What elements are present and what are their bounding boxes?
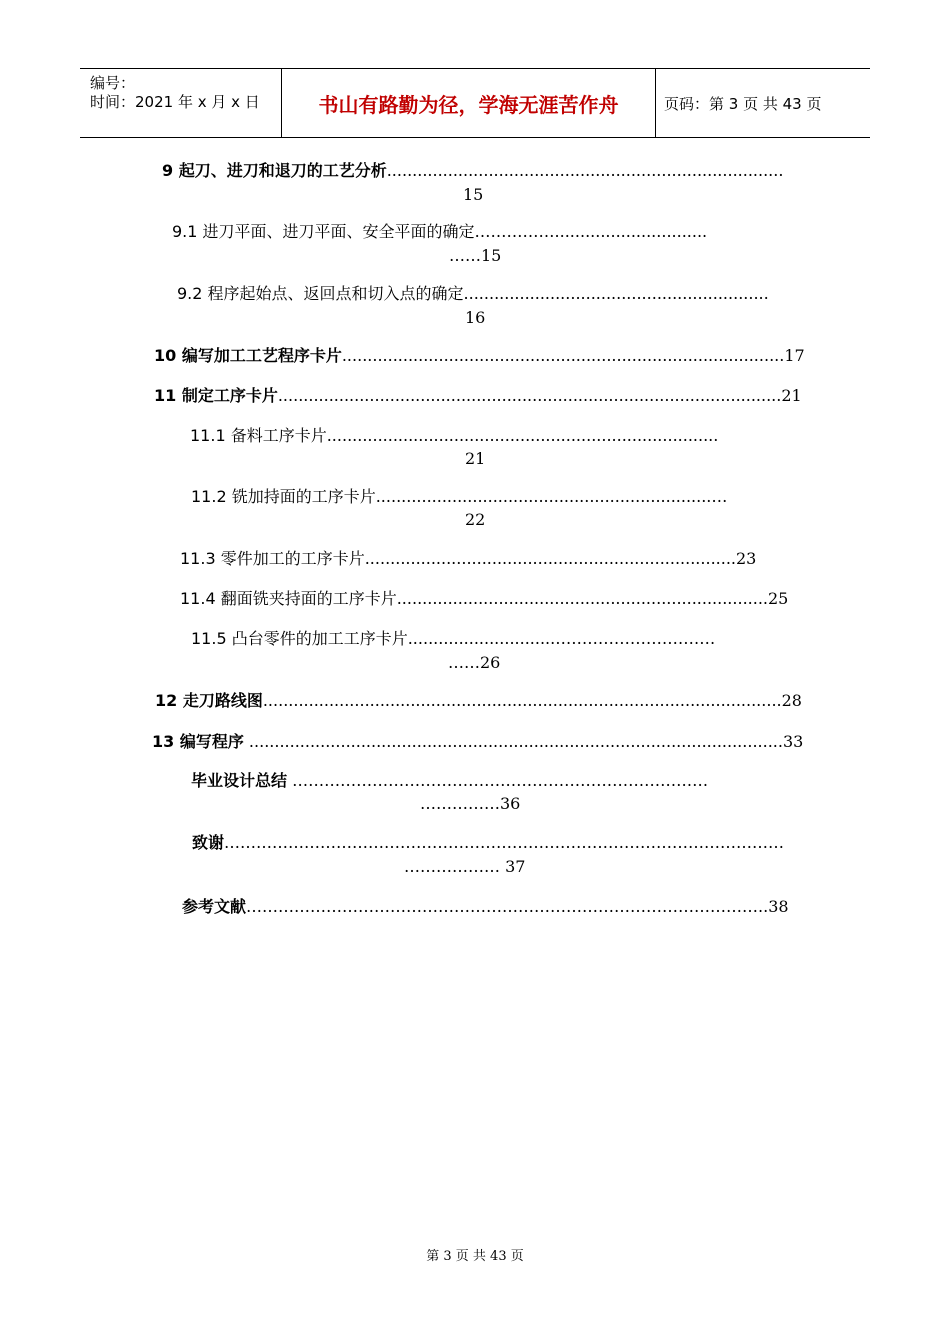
- toc-page: 21: [465, 449, 486, 468]
- toc-entry-9-2-cont: [465, 307, 485, 329]
- toc-entry-thanks-cont: [404, 856, 525, 878]
- toc-entry-9-1-cont: [449, 245, 501, 267]
- toc-page: 22: [465, 510, 486, 529]
- toc-entry-11-1[interactable]: [190, 425, 718, 447]
- toc-entry-summary-cont: [420, 793, 520, 815]
- toc-entry-11-2-cont: [465, 509, 485, 531]
- toc-entry-11-1-cont: [465, 448, 485, 470]
- toc-leader: .........................................................................................................: [243, 732, 783, 751]
- toc-entry-thanks[interactable]: [192, 832, 784, 854]
- toc-label: 毕业设计总结: [191, 771, 288, 790]
- toc-label: 13 编写程序: [152, 732, 244, 751]
- toc-leader: .............................................................................: [326, 426, 719, 445]
- toc-leader: ..................................................................…: [375, 487, 728, 506]
- toc-leader: ……………..............................: [474, 222, 708, 241]
- page-info-text: 页码：第 3 页 共 43 页: [664, 94, 822, 113]
- toc-label: 9.1 进刀平面、进刀平面、安全平面的确定: [172, 222, 475, 241]
- toc-leader: ............................................................: [463, 284, 769, 303]
- toc-entry-11-4[interactable]: [180, 588, 788, 610]
- toc-leader: ...................................................................................................: [277, 386, 782, 405]
- toc-label: 11.4 翻面铣夹持面的工序卡片: [180, 589, 397, 608]
- toc-page: 38: [768, 897, 789, 916]
- toc-entry-11-3[interactable]: [180, 548, 756, 570]
- page-footer: 第 3 页 共 43 页: [426, 1249, 524, 1264]
- toc-leader: ......................................................................................................: [262, 691, 782, 710]
- header-page-info: [656, 69, 870, 137]
- toc-entry-summary[interactable]: [191, 770, 708, 792]
- toc-label: 11.2 铣加持面的工序卡片: [191, 487, 376, 506]
- toc-entry-9[interactable]: [162, 160, 783, 182]
- toc-entry-11-5-cont: [448, 652, 500, 674]
- toc-label: 9.2 程序起始点、返回点和切入点的确定: [177, 284, 464, 303]
- toc-leader: ..............................................................................: [386, 161, 784, 180]
- toc-leader: .......................................................................................: [341, 346, 785, 365]
- toc-page: ……26: [448, 653, 501, 672]
- toc-entry-9-1[interactable]: [172, 221, 707, 243]
- toc-page: 21: [781, 386, 802, 405]
- toc-label: 10 编写加工工艺程序卡片: [154, 346, 342, 365]
- time-label: 时间：2021 年 x 月 x 日: [90, 93, 260, 111]
- toc-label: 11.1 备料工序卡片: [190, 426, 327, 445]
- toc-label: 11 制定工序卡片: [154, 386, 278, 405]
- toc-page: 33: [782, 732, 804, 751]
- toc-leader: .........................................................................: [396, 589, 768, 608]
- header-motto: 书山有路勤为径，学海无涯苦作舟: [282, 69, 656, 137]
- toc-page: 23: [736, 549, 757, 568]
- toc-label: 11.5 凸台零件的加工工序卡片: [191, 629, 408, 648]
- toc-page: 16: [465, 308, 486, 327]
- page-header: [80, 68, 870, 138]
- toc-leader: ……………………………………………………………………………………………: [224, 833, 785, 852]
- toc-label: 参考文献: [182, 897, 247, 916]
- toc-entry-9-cont: [463, 184, 483, 206]
- toc-page: ……………… 37: [404, 857, 526, 876]
- toc-leader: .............................…………………………: [407, 629, 716, 648]
- toc-page: 17: [784, 346, 805, 365]
- toc-label: 12 走刀路线图: [155, 691, 263, 710]
- toc-entry-10[interactable]: [154, 345, 805, 367]
- toc-page: ……………36: [420, 794, 521, 813]
- toc-label: 9 起刀、进刀和退刀的工艺分析: [162, 161, 387, 180]
- toc-label: 致谢: [192, 833, 225, 852]
- toc-leader: ……………………………………………………………………: [287, 771, 709, 790]
- toc-entry-11-5[interactable]: [191, 628, 715, 650]
- toc-entry-11[interactable]: [154, 385, 802, 407]
- toc-leader: ……………………………………………………………………………………..: [246, 897, 769, 916]
- toc-label: 11.3 零件加工的工序卡片: [180, 549, 365, 568]
- toc-leader: .........................................................................: [364, 549, 736, 568]
- toc-entry-9-2[interactable]: [177, 283, 769, 305]
- toc-entry-references[interactable]: [182, 896, 789, 918]
- toc-page: ……15: [449, 246, 502, 265]
- toc-entry-12[interactable]: [155, 690, 802, 712]
- toc-page: 25: [768, 589, 789, 608]
- number-label: 编号：: [90, 74, 136, 92]
- toc-page: 15: [463, 185, 484, 204]
- toc-page: 28: [781, 691, 802, 710]
- header-meta: [80, 69, 282, 137]
- toc-entry-11-2[interactable]: [191, 486, 727, 508]
- toc-entry-13[interactable]: [152, 731, 803, 753]
